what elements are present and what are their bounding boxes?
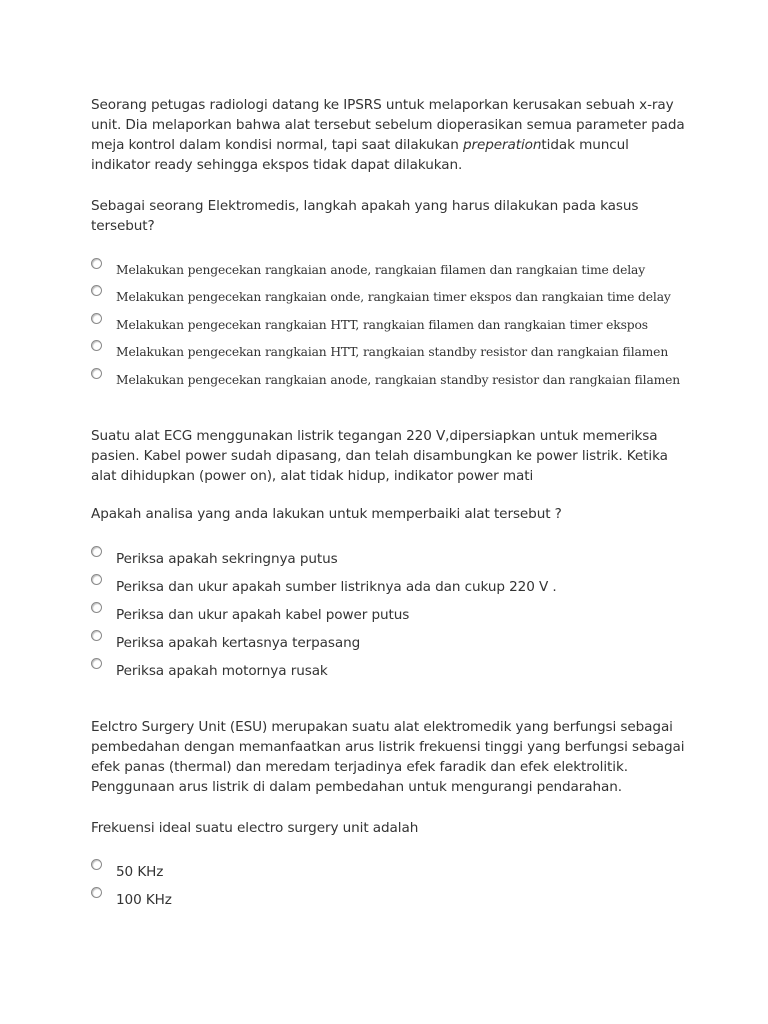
radio-button[interactable] (91, 574, 102, 585)
question-1-prompt: Sebagai seorang Elektromedis, langkah apakah yang harus dilakukan pada kasus tersebut? (91, 198, 639, 234)
question-1-option-5[interactable] (91, 368, 731, 390)
question-3-prompt: Frekuensi ideal suatu electro surgery unit adalah (91, 820, 419, 836)
radio-button[interactable] (91, 368, 102, 379)
option-label: 50 KHz (116, 864, 164, 880)
option-label: Periksa dan ukur apakah sumber listriknya ada dan cukup 220 V . (116, 579, 557, 595)
radio-button[interactable] (91, 313, 102, 324)
radio-button[interactable] (91, 859, 102, 870)
question-2-option-1[interactable] (91, 546, 731, 568)
question-1-option-1[interactable] (91, 258, 731, 280)
radio-button[interactable] (91, 887, 102, 898)
question-2-option-3[interactable] (91, 602, 731, 624)
option-label: Melakukan pengecekan rangkaian HTT, rangkaian filamen dan rangkaian timer ekspos (116, 318, 648, 332)
question-1-scenario: Seorang petugas radiologi datang ke IPSRS untuk melaporkan kerusakan sebuah x-ray unit. Dia melaporkan bahwa alat tersebut sebelum dioperasikan semua parameter pada meja kontrol dalam kondisi normal, tapi saat dilakukan preperationtidak muncul indikator ready sehingga ekspos tidak dapat dilakukan. (91, 97, 685, 173)
question-2-option-5[interactable] (91, 658, 731, 680)
option-label: Periksa dan ukur apakah kabel power putus (116, 607, 410, 623)
question-2-prompt: Apakah analisa yang anda lakukan untuk memperbaiki alat tersebut ? (91, 506, 562, 522)
radio-button[interactable] (91, 258, 102, 269)
radio-button[interactable] (91, 340, 102, 351)
question-1-option-3[interactable] (91, 313, 731, 335)
question-2-option-4[interactable] (91, 630, 731, 652)
radio-button[interactable] (91, 658, 102, 669)
option-label: Melakukan pengecekan rangkaian anode, rangkaian standby resistor dan rangkaian filamen (116, 373, 681, 387)
option-label: Periksa apakah kertasnya terpasang (116, 635, 361, 651)
option-label: Melakukan pengecekan rangkaian HTT, rangkaian standby resistor dan rangkaian filamen (116, 345, 669, 359)
option-label: Melakukan pengecekan rangkaian onde, rangkaian timer ekspos dan rangkaian time delay (116, 290, 671, 304)
question-1-option-2[interactable] (91, 285, 731, 307)
option-label: 100 KHz (116, 892, 172, 908)
emphasized-term: preperation (462, 137, 542, 153)
radio-button[interactable] (91, 285, 102, 296)
option-label: Melakukan pengecekan rangkaian anode, rangkaian filamen dan rangkaian time delay (116, 263, 645, 277)
radio-button[interactable] (91, 630, 102, 641)
option-label: Periksa apakah motornya rusak (116, 663, 328, 679)
question-3-scenario: Eelctro Surgery Unit (ESU) merupakan suatu alat elektromedik yang berfungsi sebagai pembedahan dengan memanfaatkan arus listrik frekuensi tinggi yang berfungsi sebagai efek panas (thermal) dan meredam terjadinya efek faradik dan efek elektrolitik. Penggunaan arus listrik di dalam pembedahan untuk mengurangi pendarahan. (91, 719, 685, 795)
question-3-option-1[interactable] (91, 859, 731, 881)
radio-button[interactable] (91, 546, 102, 557)
question-2-option-2[interactable] (91, 574, 731, 596)
question-1-option-4[interactable] (91, 340, 731, 362)
question-2-scenario: Suatu alat ECG menggunakan listrik tegangan 220 V,dipersiapkan untuk memeriksa pasien. Kabel power sudah dipasang, dan telah disambungkan ke power listrik. Ketika alat dihidupkan (power on), alat tidak hidup, indikator power mati (91, 428, 668, 484)
question-3-option-2[interactable] (91, 887, 731, 909)
option-label: Periksa apakah sekringnya putus (116, 551, 338, 567)
radio-button[interactable] (91, 602, 102, 613)
